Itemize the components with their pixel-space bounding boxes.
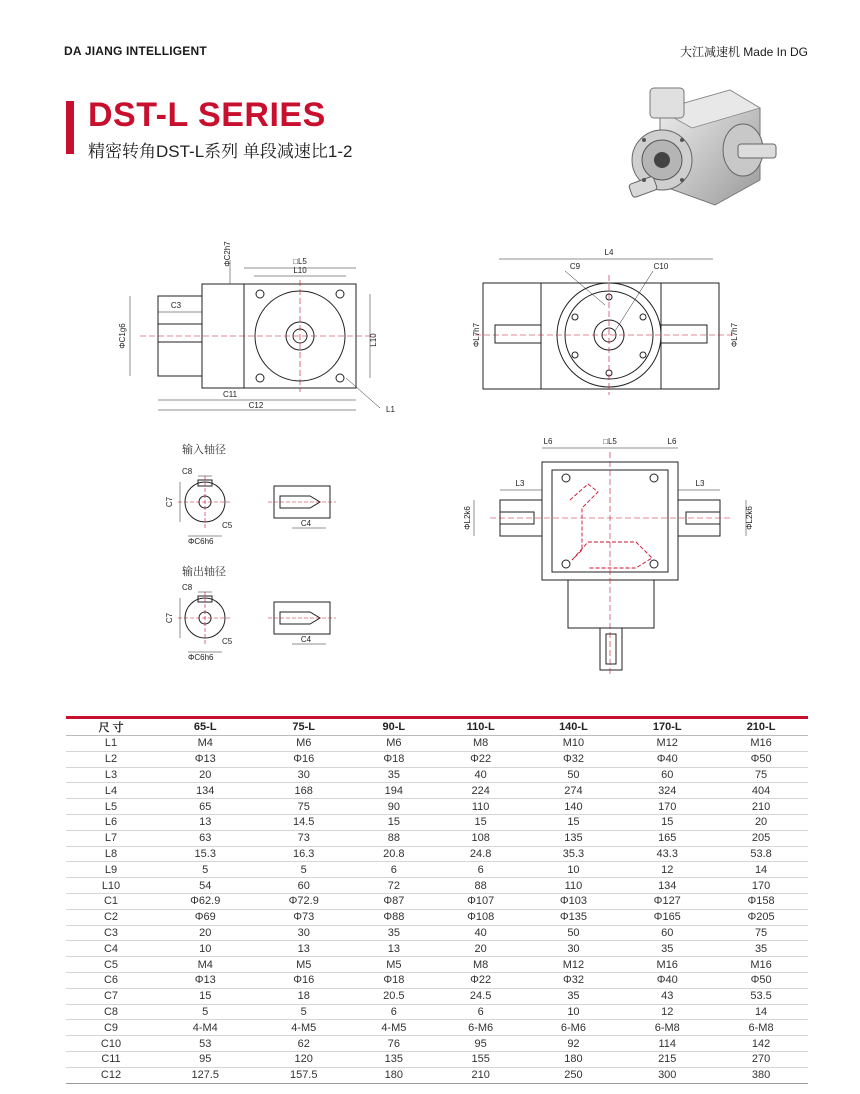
table-row-label: L9 [66, 862, 156, 878]
table-row [66, 909, 808, 925]
table-row-label: C10 [66, 1036, 156, 1052]
output-shaft-drawing [160, 578, 350, 668]
page-subtitle: 精密转角DST-L系列 单段减速比1-2 [88, 142, 353, 161]
table-cell: Φ22 [435, 972, 527, 988]
table-cell: 15 [353, 814, 435, 830]
table-cell: 4-M5 [353, 1020, 435, 1036]
table-cell: 20 [435, 941, 527, 957]
table-cell: 75 [714, 925, 808, 941]
table-cell: 75 [714, 767, 808, 783]
table-cell: 10 [527, 862, 621, 878]
table-cell: 15 [156, 988, 254, 1004]
table-cell: Φ16 [254, 751, 352, 767]
table-cell: 88 [435, 878, 527, 894]
table-cell: 224 [435, 783, 527, 799]
table-cell: 35 [620, 941, 714, 957]
table-cell: 65 [156, 799, 254, 815]
table-cell: 14.5 [254, 814, 352, 830]
table-cell: 92 [527, 1036, 621, 1052]
table-cell: 180 [353, 1067, 435, 1083]
table-cell: 53.5 [714, 988, 808, 1004]
table-row [66, 783, 808, 799]
table-cell: 215 [620, 1051, 714, 1067]
input-label-c4: C4 [300, 519, 312, 528]
output-shaft-title: 输出轴径 [182, 566, 226, 578]
table-cell: M12 [620, 736, 714, 752]
table-row-label: C7 [66, 988, 156, 1004]
table-cell: 142 [714, 1036, 808, 1052]
label-l6-right: L6 [667, 437, 677, 446]
table-cell: 35 [714, 941, 808, 957]
label-l4: L4 [604, 248, 614, 257]
table-row [66, 1036, 808, 1052]
table-cell: 60 [620, 767, 714, 783]
table-cell: 20.5 [353, 988, 435, 1004]
table-cell: 35 [353, 767, 435, 783]
table-cell: 6 [435, 862, 527, 878]
table-cell: 205 [714, 830, 808, 846]
table-row [66, 957, 808, 973]
front-view-drawing [472, 245, 755, 405]
table-cell: 88 [353, 830, 435, 846]
table-cell: 210 [714, 799, 808, 815]
table-cell: Φ32 [527, 751, 621, 767]
table-cell: 14 [714, 1004, 808, 1020]
table-cell: 274 [527, 783, 621, 799]
label-c2: ΦC2h7 [223, 241, 232, 267]
table-row [66, 767, 808, 783]
table-header-cell: 140-L [527, 718, 621, 736]
table-row-label: L3 [66, 767, 156, 783]
table-cell: 20 [714, 814, 808, 830]
table-row-label: L6 [66, 814, 156, 830]
label-l1: L1 [386, 405, 395, 414]
table-cell: 5 [254, 862, 352, 878]
input-label-c8: C8 [182, 467, 193, 476]
table-row-label: L4 [66, 783, 156, 799]
table-cell: 135 [527, 830, 621, 846]
table-header-cell: 210-L [714, 718, 808, 736]
table-row-label: L10 [66, 878, 156, 894]
label-c3: C3 [170, 301, 182, 310]
table-row-label: L1 [66, 736, 156, 752]
table-cell: Φ73 [254, 909, 352, 925]
table-cell: 210 [435, 1067, 527, 1083]
table-cell: 194 [353, 783, 435, 799]
table-row [66, 830, 808, 846]
table-cell: 75 [254, 799, 352, 815]
label-c11: C11 [222, 390, 238, 399]
table-row-label: C1 [66, 893, 156, 909]
table-cell: 30 [254, 767, 352, 783]
table-row [66, 1020, 808, 1036]
brand-header: DA JIANG INTELLIGENT [64, 44, 207, 58]
table-cell: M6 [254, 736, 352, 752]
table-row-label: L8 [66, 846, 156, 862]
output-label-c8: C8 [182, 583, 193, 592]
table-cell: 6 [353, 1004, 435, 1020]
table-cell: M4 [156, 736, 254, 752]
table-cell: Φ40 [620, 972, 714, 988]
table-row-label: C12 [66, 1067, 156, 1083]
table-cell: 6-M6 [527, 1020, 621, 1036]
input-label-c6: ΦC6h6 [188, 537, 214, 546]
table-cell: 20 [156, 925, 254, 941]
table-cell: 54 [156, 878, 254, 894]
table-cell: Φ18 [353, 751, 435, 767]
table-cell: 135 [353, 1051, 435, 1067]
table-cell: 15 [620, 814, 714, 830]
table-cell: Φ62.9 [156, 893, 254, 909]
table-cell: 5 [254, 1004, 352, 1020]
table-cell: Φ16 [254, 972, 352, 988]
table-cell: Φ87 [353, 893, 435, 909]
table-cell: Φ108 [435, 909, 527, 925]
label-c10: C10 [653, 262, 669, 271]
table-row [66, 846, 808, 862]
label-c9: C9 [569, 262, 581, 271]
section-view-drawing [460, 430, 760, 680]
table-cell: M16 [620, 957, 714, 973]
table-cell: 13 [353, 941, 435, 957]
table-row-label: L5 [66, 799, 156, 815]
table-cell: M16 [714, 736, 808, 752]
table-cell: 15 [527, 814, 621, 830]
table-cell: 24.8 [435, 846, 527, 862]
table-cell: 110 [527, 878, 621, 894]
table-cell: M8 [435, 957, 527, 973]
table-row-label: C5 [66, 957, 156, 973]
table-cell: 50 [527, 925, 621, 941]
label-l7-right: ΦL7h7 [730, 322, 739, 348]
table-cell: Φ158 [714, 893, 808, 909]
table-row-label: C4 [66, 941, 156, 957]
table-cell: 73 [254, 830, 352, 846]
table-cell: 120 [254, 1051, 352, 1067]
table-row [66, 751, 808, 767]
table-row [66, 893, 808, 909]
table-cell: 50 [527, 767, 621, 783]
table-body [66, 736, 808, 1084]
table-cell: 168 [254, 783, 352, 799]
output-label-c7: C7 [165, 612, 174, 624]
table-cell: 114 [620, 1036, 714, 1052]
table-cell: 134 [156, 783, 254, 799]
table-cell: Φ103 [527, 893, 621, 909]
table-cell: 62 [254, 1036, 352, 1052]
table-cell: 170 [714, 878, 808, 894]
table-cell: 165 [620, 830, 714, 846]
table-cell: 5 [156, 1004, 254, 1020]
table-row [66, 941, 808, 957]
table-cell: M4 [156, 957, 254, 973]
table-cell: Φ50 [714, 751, 808, 767]
table-row [66, 736, 808, 752]
table-header-cell: 90-L [353, 718, 435, 736]
table-row-label: C9 [66, 1020, 156, 1036]
table-cell: Φ13 [156, 751, 254, 767]
table-row [66, 878, 808, 894]
table-row [66, 988, 808, 1004]
table-cell: 63 [156, 830, 254, 846]
dimension-table [66, 716, 808, 1084]
table-cell: 60 [254, 878, 352, 894]
table-cell: 15.3 [156, 846, 254, 862]
table-cell: 30 [254, 925, 352, 941]
table-cell: 72 [353, 878, 435, 894]
table-cell: Φ165 [620, 909, 714, 925]
table-cell: 6-M8 [620, 1020, 714, 1036]
table-cell: 110 [435, 799, 527, 815]
label-l6-left: L6 [543, 437, 553, 446]
table-cell: 155 [435, 1051, 527, 1067]
table-row [66, 862, 808, 878]
table-cell: M10 [527, 736, 621, 752]
table-cell: 90 [353, 799, 435, 815]
table-cell: 16.3 [254, 846, 352, 862]
input-label-c5: C5 [222, 521, 233, 530]
table-cell: 6 [435, 1004, 527, 1020]
table-cell: 13 [254, 941, 352, 957]
label-l5-section: □L5 [603, 437, 617, 446]
table-cell: 324 [620, 783, 714, 799]
table-cell: 35 [353, 925, 435, 941]
table-cell: 127.5 [156, 1067, 254, 1083]
table-cell: 270 [714, 1051, 808, 1067]
table-cell: 30 [527, 941, 621, 957]
table-cell: 5 [156, 862, 254, 878]
table-cell: 108 [435, 830, 527, 846]
table-row [66, 1004, 808, 1020]
table-row-label: C3 [66, 925, 156, 941]
table-header-row [66, 718, 808, 736]
table-cell: 170 [620, 799, 714, 815]
table-cell: Φ127 [620, 893, 714, 909]
label-l3-left: L3 [515, 479, 525, 488]
table-cell: 53 [156, 1036, 254, 1052]
table-cell: 6-M6 [435, 1020, 527, 1036]
table-cell: 4-M4 [156, 1020, 254, 1036]
table-cell: 40 [435, 767, 527, 783]
table-header-cell: 75-L [254, 718, 352, 736]
side-view-drawing [110, 240, 410, 420]
table-cell: M12 [527, 957, 621, 973]
label-l10-side: L10 [369, 333, 378, 347]
table-cell: 15 [435, 814, 527, 830]
table-cell: 404 [714, 783, 808, 799]
table-cell: 14 [714, 862, 808, 878]
table-cell: M5 [254, 957, 352, 973]
table-cell: 12 [620, 1004, 714, 1020]
table-cell: Φ107 [435, 893, 527, 909]
table-cell: 35 [527, 988, 621, 1004]
table-row [66, 1067, 808, 1083]
table-cell: 6-M8 [714, 1020, 808, 1036]
table-cell: Φ69 [156, 909, 254, 925]
table-row-label: C6 [66, 972, 156, 988]
table-cell: Φ50 [714, 972, 808, 988]
table-cell: 95 [156, 1051, 254, 1067]
label-c1: ΦC1g6 [118, 323, 127, 349]
table-cell: Φ22 [435, 751, 527, 767]
table-cell: 60 [620, 925, 714, 941]
table-row [66, 814, 808, 830]
label-c12: C12 [248, 401, 264, 410]
table-cell: 20.8 [353, 846, 435, 862]
table-cell: 4-M5 [254, 1020, 352, 1036]
table-row-label: L7 [66, 830, 156, 846]
table-cell: 180 [527, 1051, 621, 1067]
table-row-label: C2 [66, 909, 156, 925]
table-cell: 10 [527, 1004, 621, 1020]
label-l2-left: ΦL2k6 [463, 506, 472, 530]
table-cell: 157.5 [254, 1067, 352, 1083]
table-cell: Φ18 [353, 972, 435, 988]
table-row [66, 925, 808, 941]
table-row-label: C8 [66, 1004, 156, 1020]
table-cell: Φ72.9 [254, 893, 352, 909]
table-cell: 40 [435, 925, 527, 941]
table-cell: 95 [435, 1036, 527, 1052]
table-cell: Φ205 [714, 909, 808, 925]
table-cell: 250 [527, 1067, 621, 1083]
label-l2-right: ΦL2k6 [745, 506, 754, 530]
table-cell: 24.5 [435, 988, 527, 1004]
table-row [66, 972, 808, 988]
table-header-cell: 170-L [620, 718, 714, 736]
table-row-label: C11 [66, 1051, 156, 1067]
label-l5: □L5 [293, 257, 307, 266]
table-header-cell: 尺 寸 [66, 718, 156, 736]
table-cell: M16 [714, 957, 808, 973]
table-cell: Φ13 [156, 972, 254, 988]
table-cell: 6 [353, 862, 435, 878]
table-cell: 20 [156, 767, 254, 783]
table-cell: 12 [620, 862, 714, 878]
tagline-header: 大江减速机 Made In DG [679, 45, 808, 59]
table-row [66, 1051, 808, 1067]
table-cell: Φ40 [620, 751, 714, 767]
table-cell: 380 [714, 1067, 808, 1083]
table-cell: 43.3 [620, 846, 714, 862]
output-label-c4: C4 [300, 635, 312, 644]
title-accent-bar [66, 101, 74, 154]
input-label-c7: C7 [165, 496, 174, 508]
output-label-c5: C5 [222, 637, 233, 646]
output-label-c6: ΦC6h6 [188, 653, 214, 662]
table-cell: 10 [156, 941, 254, 957]
table-cell: 43 [620, 988, 714, 1004]
table-cell: 300 [620, 1067, 714, 1083]
table-cell: Φ88 [353, 909, 435, 925]
table-cell: M8 [435, 736, 527, 752]
table-cell: 134 [620, 878, 714, 894]
input-shaft-drawing [160, 462, 350, 552]
table-cell: M5 [353, 957, 435, 973]
label-l10-top: L10 [293, 266, 307, 275]
table-header-cell: 110-L [435, 718, 527, 736]
table-cell: 18 [254, 988, 352, 1004]
table-cell: 35.3 [527, 846, 621, 862]
table-cell: M6 [353, 736, 435, 752]
table-cell: 53.8 [714, 846, 808, 862]
table-header-cell: 65-L [156, 718, 254, 736]
table-cell: 13 [156, 814, 254, 830]
table-cell: 140 [527, 799, 621, 815]
page-title: DST-L SERIES [88, 96, 326, 134]
table-cell: Φ32 [527, 972, 621, 988]
table-row [66, 799, 808, 815]
label-l3-right: L3 [695, 479, 705, 488]
input-shaft-title: 输入轴径 [182, 444, 226, 456]
table-cell: Φ135 [527, 909, 621, 925]
label-l7-left: ΦL7h7 [472, 322, 481, 348]
gearbox-product-image [620, 80, 780, 210]
table-cell: 76 [353, 1036, 435, 1052]
table-row-label: L2 [66, 751, 156, 767]
